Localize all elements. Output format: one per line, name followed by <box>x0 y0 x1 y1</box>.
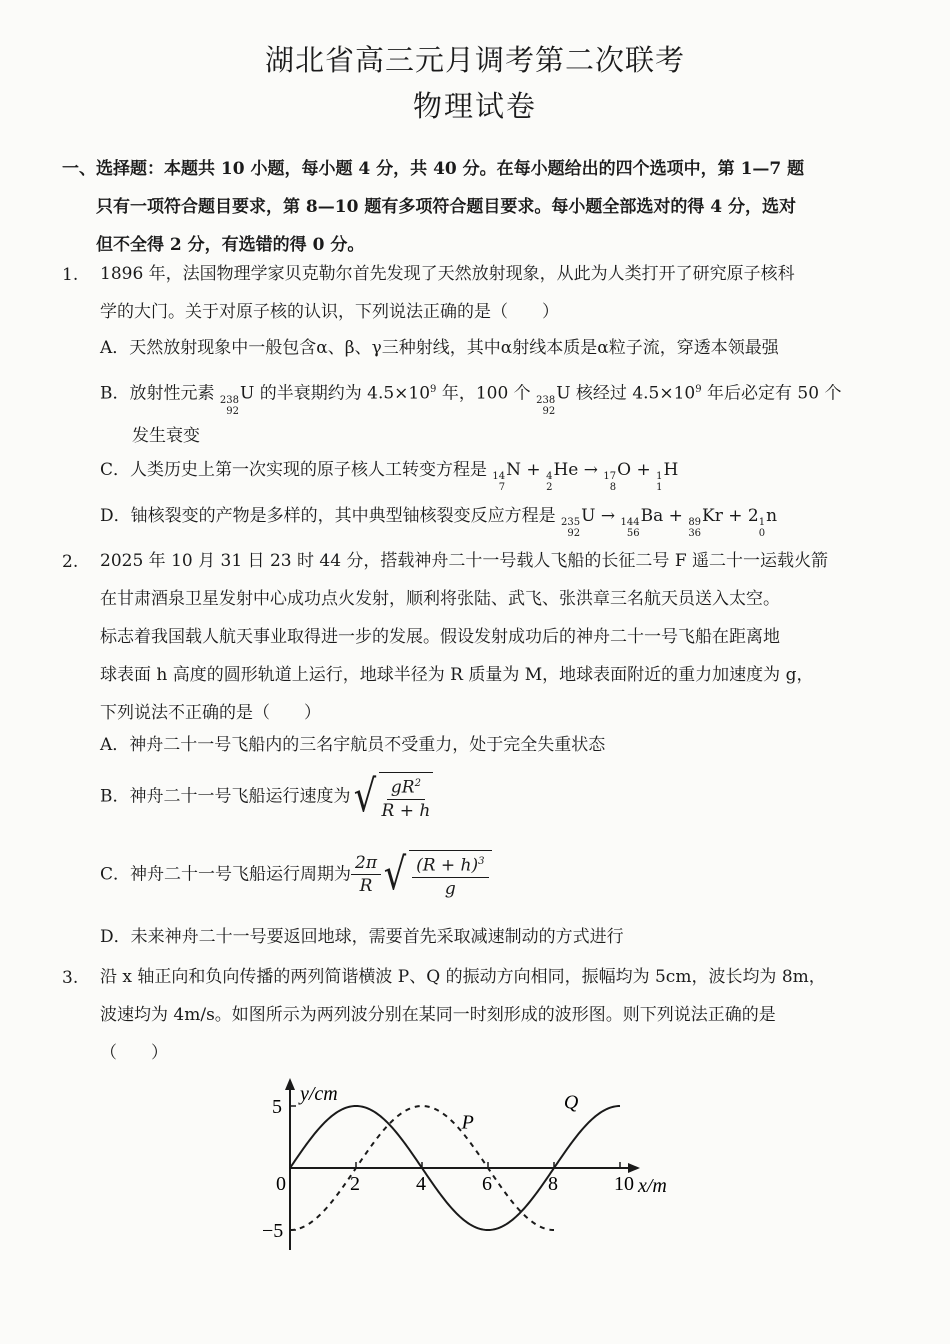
q1-option-d: D．铀核裂变的产物是多样的，其中典型铀核裂变反应方程是 235 92 U → 144 56 Ba + 89 36 Kr + 2 1 0 n <box>100 506 778 539</box>
q1-option-a: A．天然放射现象中一般包含α、β、γ三种射线，其中α射线本质是α粒子流，穿透本领最强 <box>100 338 779 358</box>
x-tick-label: 10 <box>614 1173 634 1195</box>
x-tick-label: 2 <box>350 1173 360 1195</box>
q2-option-b: B．神舟二十一号飞船运行速度为 √ $\frac{gR^2}{R + h}$ <box>100 772 880 822</box>
q2-option-a: A．神舟二十一号飞船内的三名宇航员不受重力，处于完全失重状态 <box>100 735 606 755</box>
q1-option-c: C．人类历史上第一次实现的原子核人工转变方程是 14 7 N + 4 2 He → 17 8 O + 1 1 H <box>100 460 679 493</box>
q2-option-c: C．神舟二十一号飞船运行周期为 $\frac{2\pi}{R}$ √ $\frac{(R + h)^3}{g}$ <box>100 850 880 900</box>
isotope-u238: 238 92 <box>219 394 239 417</box>
y-tick-label: −5 <box>262 1220 284 1242</box>
exam-subtitle: 物理试卷 <box>412 89 537 123</box>
y-axis-label: y/cm <box>300 1083 338 1105</box>
q1-line-1: 1896 年，法国物理学家贝克勒尔首先发现了天然放射现象，从此为人类打开了研究原子核科 <box>100 264 795 284</box>
x-tick-label: 0 <box>276 1173 286 1195</box>
q2-stem: 2025 年 10 月 31 日 23 时 44 分，搭载神舟二十一号载人飞船的长征二号 F 遥二十一运载火箭 在甘肃酒泉卫星发射中心成功点火发射，顺利将张陆、武飞、张洪章三名航天员送入太空。 标志着我国载人航天事业取得进一步的发展。假设发射成功后的神舟二十一号飞船在距离地 球表面 h 高度的圆形轨道上运行，地球半径为 R 质量为 M，地球表面附近的重力加速度为 g， 下列说法不正确的是（ ） <box>100 551 829 723</box>
x-axis-arrow <box>628 1163 640 1173</box>
q1-option-b: B．放射性元素 238 92 U 的半衰期约为 $4.5\times 10^9$ 年，100 个 238 92 U 核经过 $4.5\times 10^9$ 年后必定有 50 个 发生衰变 <box>100 371 880 455</box>
y-axis-arrow <box>285 1078 295 1090</box>
q2-option-d: D．未来神舟二十一号要返回地球，需要首先采取减速制动的方式进行 <box>100 927 624 947</box>
q1-stem <box>100 255 880 331</box>
sqrt-velocity: √ $\frac{gR^2}{R + h}$ <box>351 772 434 822</box>
q2-number: 2. <box>62 552 79 572</box>
q3-stem: 沿 x 轴正向和负向传播的两列简谐横波 P、Q 的振动方向相同，振幅均为 5cm，波长均为 8m， 波速均为 4m/s。如图所示为两列波分别在某同一时刻形成的波形图。则下列说法正确的是 （ ） <box>100 967 826 1063</box>
section-line-2: 只有一项符合题目要求，第 8—10 题有多项符合题目要求。每小题全部选对的得 4 分，选对 <box>96 197 796 217</box>
y-tick-label: 5 <box>272 1096 282 1118</box>
series-P-label: P <box>461 1111 474 1134</box>
section-line-3: 但不全得 2 分，有选错的得 0 分。 <box>96 235 365 255</box>
section-line-1: 一、选择题：本题共 10 小题，每小题 4 分，共 40 分。在每小题给出的四个选项中，第 1—7 题 <box>62 159 805 179</box>
q3-number: 3. <box>62 968 79 988</box>
x-tick-label: 4 <box>416 1173 426 1195</box>
section-instructions <box>62 150 887 264</box>
wave-chart <box>240 1072 700 1262</box>
exam-title: 湖北省高三元月调考第二次联考 <box>264 43 685 77</box>
x-tick-label: 6 <box>482 1173 492 1195</box>
q1-line-2: 学的大门。关于对原子核的认识，下列说法正确的是（ ） <box>100 302 559 322</box>
x-tick-label: 8 <box>548 1173 558 1195</box>
series-Q-label: Q <box>563 1091 579 1114</box>
x-axis-label: x/m <box>638 1175 667 1197</box>
q1-number: 1. <box>62 265 79 285</box>
sqrt-period: √ $\frac{(R + h)^3}{g}$ <box>381 850 492 900</box>
q1-option-b-cont: 发生衰变 <box>132 425 200 446</box>
